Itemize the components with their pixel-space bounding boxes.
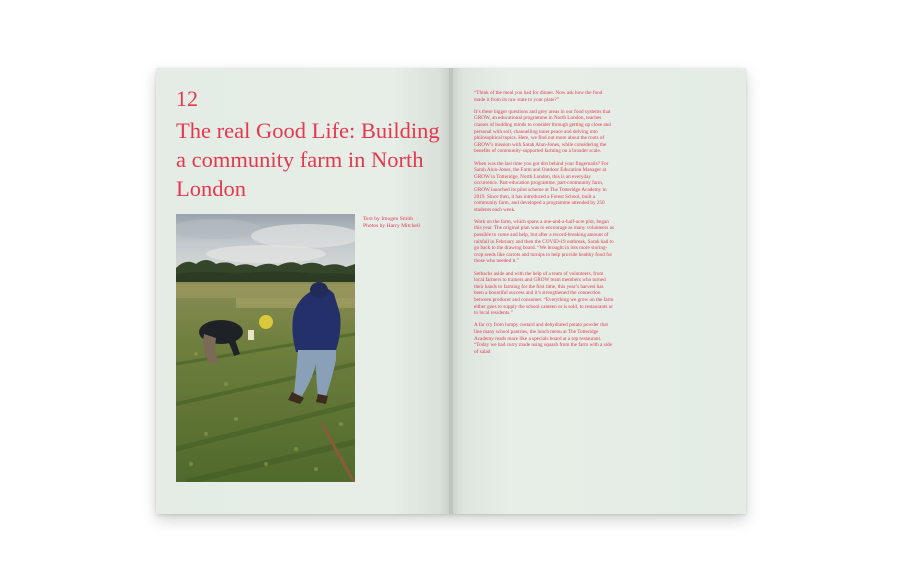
body-paragraph: A far cry from lumpy custard and dehydrated potato powder that line many school pantries, the lunch menu at The Totteridge Academy reads more like a specials board at a top restaurant. “Today we had curry made using squash from the farm with a side of salad	[474, 322, 612, 355]
spread-gutter	[449, 68, 453, 514]
article-headline: The real Good Life: Building a community farm in North London	[176, 118, 440, 201]
article-body	[474, 90, 614, 361]
article-number: 12	[176, 86, 198, 111]
body-paragraph: “Think of the meal you had for dinner. Now ask how the food made it from its raw state to your plate?”	[474, 90, 603, 103]
body-paragraph: Setbacks aside and with the help of a team of volunteers, from local farmers to trainers and GROW team members who turned their hands to farming for the first time, this year’s harvest has been a bountiful success and it’s strengthened the connection between producer and consumer. “Everything we grow on the farm either goes to supply the school canteen or is sold, to restaurants or to local residents.”	[474, 270, 614, 317]
magazine-spread	[156, 68, 746, 514]
body-paragraph: When was the last time you got dirt behind your fingernails? For Sarah Alun-Jones, the Farm and Outdoor Education Manager at GROW in Totteridge, North London, this is an everyday occurrence. Part-education programme, part-community farm, GROW launched its pilot scheme at The Totteridge Academy in 2019. Since then, it has introduced a Forest School, built a community farm, and developed a programme attended by 250 students each week.	[474, 160, 609, 213]
farm-photo	[176, 214, 355, 482]
right-page	[451, 68, 746, 514]
body-paragraph: It’s these bigger questions and grey areas in our food systems that GROW, an educational programme in North London, teaches classes of budding minds to consider through getting up close and personal with soil, channelling inner peace and delving into philosophical topics. Here, we find out more about the roots of GROW’s mission with Sarah Alun-Jones, while considering the benefits of community-supported farming on a broader scale.	[474, 108, 611, 155]
body-paragraph: Work on the farm, which spans a one-and-a-half-acre plot, began this year. The original plan was to encourage as many volunteers as possible to come and help, but after a record-breaking amount of rainfall in February and then the COVID-19 outbreak, Sarah had to go back to the drawing board. “We brought in lots more storing-crop seeds like carrots and turnips to help provide healthy food for those who needed it.”	[474, 218, 614, 265]
text-credit: Text by Imogen Smith	[363, 216, 414, 222]
article-credits	[363, 216, 443, 230]
photo-credit: Photos by Harry Mitchell	[363, 223, 421, 229]
left-page	[156, 68, 451, 514]
